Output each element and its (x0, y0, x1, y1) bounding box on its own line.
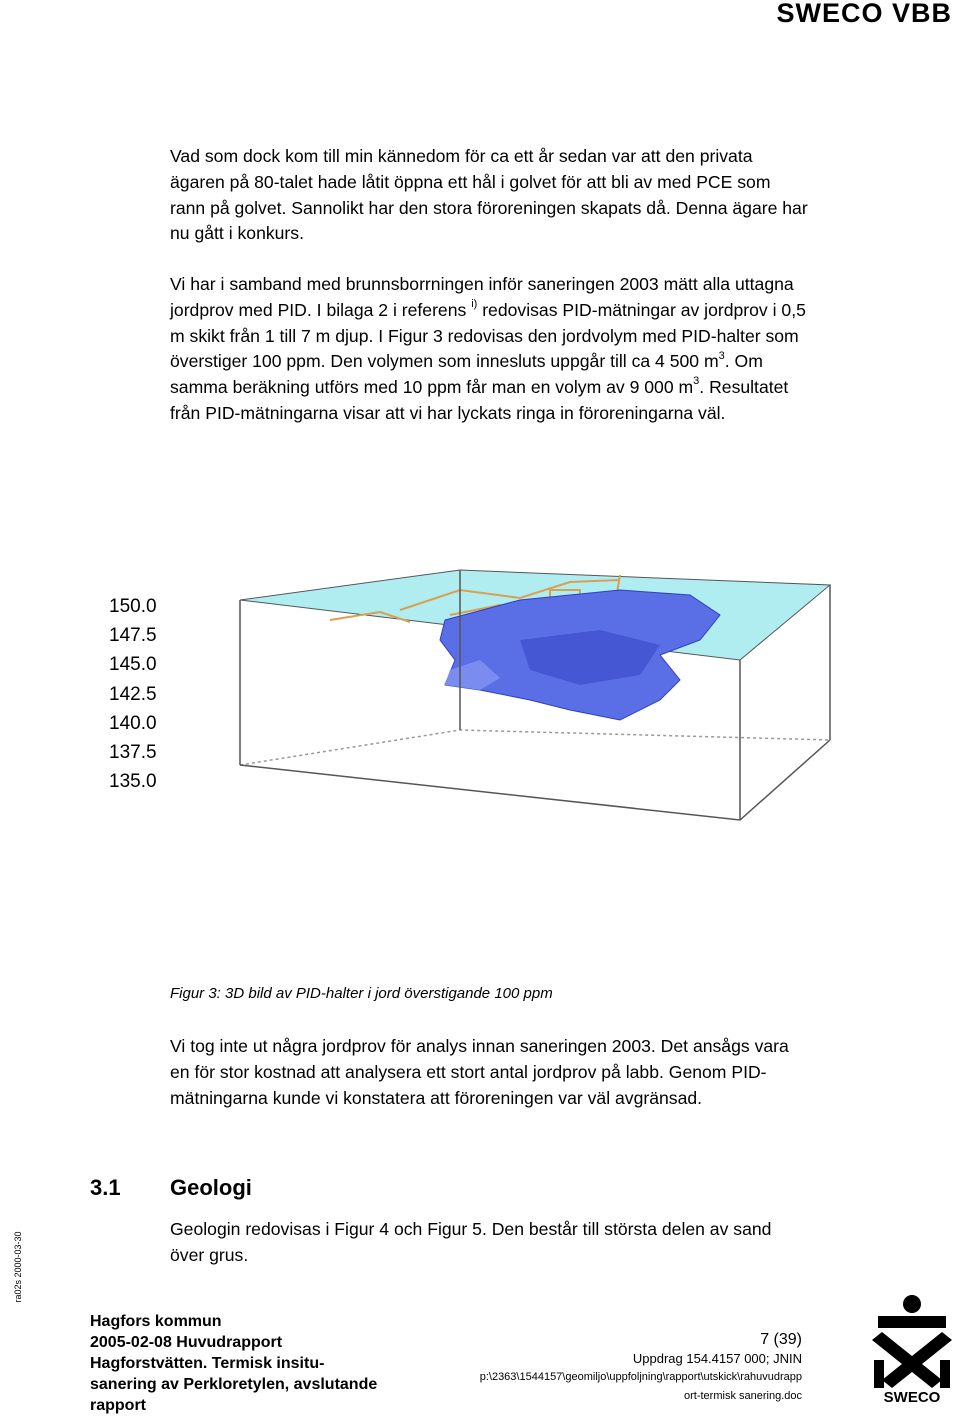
footer-title-3: rapport (90, 1397, 146, 1414)
sweco-logo (868, 1292, 956, 1404)
p2-c: . Om samma beräkning utförs med 10 ppm får man en volym av 9 000 m (170, 351, 763, 398)
footer-assignment: Uppdrag 154.4157 000; JNIN (632, 1351, 802, 1366)
paragraph-1 (170, 144, 810, 247)
section-number: 3.1 (90, 1175, 121, 1200)
footer-path-1: p:\2363\1544157\geomiljo\uppfoljning\rapport\utskick\rahuvudrapp (479, 1371, 802, 1383)
p2-a: Vi har i samband med brunnsborrningen inför saneringen 2003 mätt alla uttagna jordprov med PID. I bilaga 2 i referens (170, 274, 794, 320)
footer-page: 7 (39) (760, 1331, 802, 1348)
axis-label-135: 135.0 (109, 771, 157, 792)
p2-b: redovisas PID-mätningar av jordprov i 0,5 m skikt från 1 till 7 m djup. I Figur 3 redovisas den jordvolym med PID-halter som överstiger 100 ppm. Den volymen som innesluts uppgår till ca 4 500 m (170, 299, 806, 372)
axis-label-147-5: 147.5 (109, 625, 157, 646)
axis-labels (109, 596, 157, 792)
footer-left (90, 1311, 430, 1416)
axis-label-150: 150.0 (109, 596, 157, 617)
axis-label-142-5: 142.5 (109, 684, 157, 705)
figure-3d-pid-volume (100, 560, 930, 970)
reference-marker: i) (471, 297, 478, 310)
p2-d: . Resultatet från PID-mätningarna visar att vi har lyckats ringa in föroreningarna väl. (170, 377, 789, 423)
side-code: ra02s 2000-03-30 (13, 1231, 23, 1303)
section-title: Geologi (170, 1175, 252, 1200)
figure-caption: Figur 3: 3D bild av PID-halter i jord överstigande 100 ppm (170, 985, 553, 1002)
paragraph-3-text: Vi tog inte ut några jordprov för analys innan saneringen 2003. Det ansågs vara en för stor kostnad att analysera ett stort antal jordprov på labb. Genom PID-mätningarna kunde vi konstatera att föroreningen var väl avgränsad. (170, 1036, 789, 1108)
paragraph-2-text (170, 272, 810, 427)
axis-label-140: 140.0 (109, 713, 157, 734)
header-brand: SWECO VBB (776, 0, 952, 28)
cubic-exponent-2: 3 (693, 375, 700, 388)
footer-right (440, 1311, 802, 1406)
footer-title-2: sanering av Perkloretylen, avslutande (90, 1376, 378, 1393)
axis-label-137-5: 137.5 (109, 742, 157, 763)
paragraph-4 (170, 1217, 810, 1269)
cubic-exponent: 3 (718, 349, 725, 362)
paragraph-2 (170, 272, 810, 427)
logo-text: SWECO (883, 1389, 941, 1404)
paragraph-1-text: Vad som dock kom till min kännedom för ca ett år sedan var att den privata ägaren på 80-talet hade låtit öppna ett hål i golvet för att bli av med PCE som rann på golvet. Sannolikt har den stora föroreningen skapats då. Denna ägare har nu gått i konkurs. (170, 146, 808, 244)
paragraph-4-text: Geologin redovisas i Figur 4 och Figur 5. Den består till största delen av sand över grus. (170, 1219, 772, 1265)
footer-title-1: Hagforstvätten. Termisk insitu- (90, 1355, 325, 1372)
footer-date-doc: 2005-02-08 Huvudrapport (90, 1334, 283, 1351)
axis-label-145: 145.0 (109, 654, 157, 675)
footer-org: Hagfors kommun (90, 1313, 222, 1330)
paragraph-3 (170, 1034, 810, 1111)
footer-path-2: ort-termisk sanering.doc (684, 1390, 802, 1402)
